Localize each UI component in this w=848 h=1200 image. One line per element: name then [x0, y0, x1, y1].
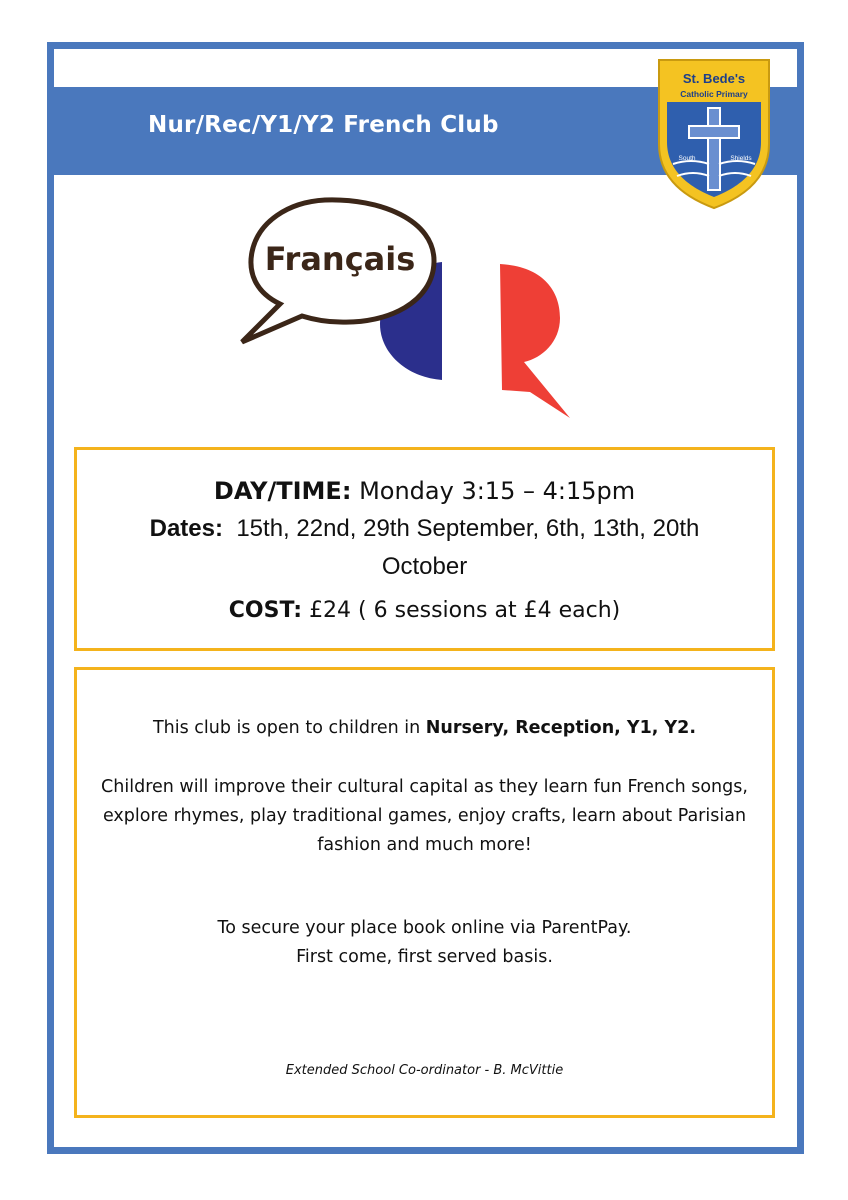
crest-school-name: St. Bede's	[682, 71, 746, 86]
booking-line-2: First come, first served basis.	[296, 947, 553, 967]
description-line-1: Children will improve their cultural capital as they learn fun French songs,	[101, 777, 748, 797]
flag-red-shape	[500, 264, 570, 418]
coordinator-signature: Extended School Co-ordinator - B. McVittie	[285, 1063, 564, 1078]
day-time-label: DAY/TIME:	[213, 477, 352, 505]
booking-paragraph	[77, 914, 772, 972]
description-line-2: explore rhymes, play traditional games, enjoy crafts, learn about Parisian	[102, 806, 747, 826]
cost-value: £24 ( 6 sessions at £4 each)	[309, 598, 621, 623]
crest-school-type: Catholic Primary	[680, 89, 748, 99]
dates-line	[77, 515, 772, 543]
crest-text-right: Shields	[730, 155, 752, 162]
dates-value: 15th, 22nd, 29th September, 6th, 13th, 20th	[236, 515, 700, 542]
cost-label: COST:	[228, 598, 303, 623]
booking-line-1: To secure your place book online via ParentPay.	[217, 918, 632, 938]
school-crest-logo	[651, 52, 777, 210]
dates-label: Dates:	[149, 515, 223, 542]
day-time-value: Monday 3:15 – 4:15pm	[359, 477, 636, 505]
info-box	[74, 667, 775, 1118]
eligibility-years: Nursery, Reception, Y1, Y2.	[425, 718, 696, 738]
page-title: Nur/Rec/Y1/Y2 French Club	[148, 112, 499, 138]
cost-line	[77, 598, 772, 623]
dates-line-2: October	[381, 553, 468, 580]
details-box	[74, 447, 775, 651]
day-time-line	[77, 477, 772, 505]
francais-speech-bubble-illustration	[230, 192, 590, 432]
bubble-text: Français	[264, 240, 416, 278]
eligibility-paragraph	[77, 714, 772, 743]
description-paragraph	[77, 773, 772, 860]
eligibility-text: This club is open to children in	[152, 718, 426, 738]
description-line-3: fashion and much more!	[317, 835, 532, 855]
crest-text-left: South	[678, 155, 696, 162]
